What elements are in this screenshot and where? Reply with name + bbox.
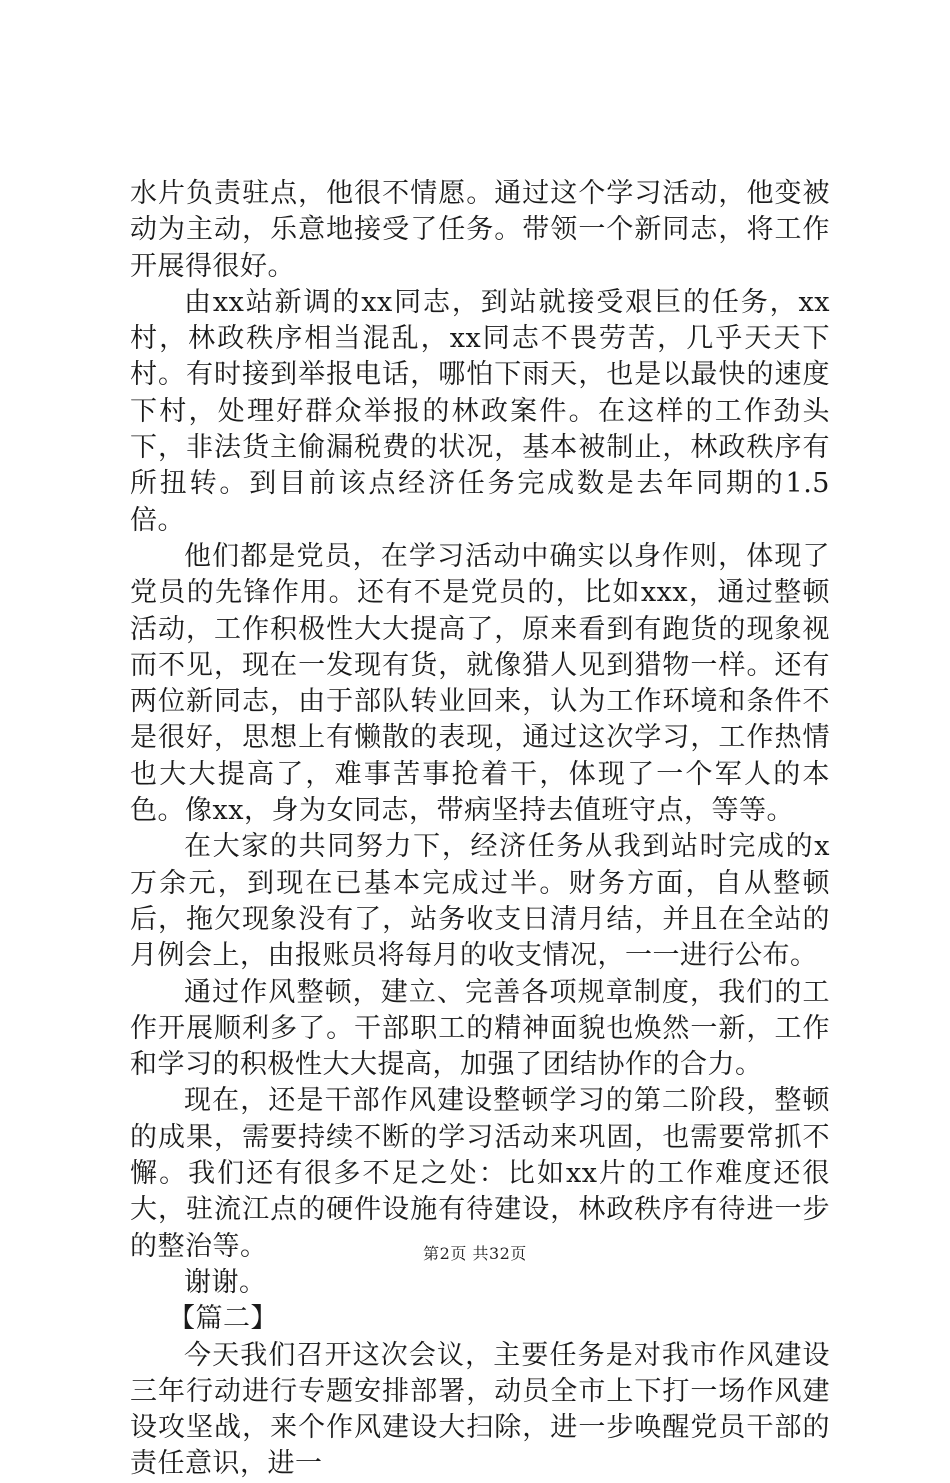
- paragraph-thanks: 谢谢。: [184, 1266, 267, 1298]
- paragraph-5: 通过作风整顿，建立、完善各项规章制度，我们的工作开展顺利多了。干部职工的精神面貌也焕然一新，工作和学习的积极性大大提高，加强了团结协作的合力。: [130, 976, 830, 1081]
- paragraph-4: 在大家的共同努力下，经济任务从我到站时完成的x万余元，到现在已基本完成过半。财务方面，自从整顿后，拖欠现象没有了，站务收支日清月结，并且在全站的月例会上，由报账员将每月的收支情况，一一进行公布。: [130, 831, 830, 972]
- paragraph-2: 由xx站新调的xx同志，到站就接受艰巨的任务，xx村，林政秩序相当混乱，xx同志不畏劳苦，几乎天天下村。有时接到举报电话，哪怕下雨天，也是以最快的速度下村，处理好群众举报的林政案件。在这样的工作劲头下，非法货主偷漏税费的状况，基本被制止，林政秩序有所扭转。到目前该点经济任务完成数是去年同期的1.5倍。: [130, 286, 830, 536]
- paragraph-1: 水片负责驻点，他很不情愿。通过这个学习活动，他变被动为主动，乐意地接受了任务。带领一个新同志，将工作开展得很好。: [130, 178, 830, 282]
- section-heading: 【篇二】: [168, 1303, 278, 1335]
- paragraph-3: 他们都是党员，在学习活动中确实以身作则，体现了党员的先锋作用。还有不是党员的，比如xxx，通过整顿活动，工作积极性大大提高了，原来看到有跑货的现象视而不见，现在一发现有货，就像猎人见到猎物一样。还有两位新同志，由于部队转业回来，认为工作环境和条件不是很好，思想上有懒散的表现，通过这次学习，工作热情也大大提高了，难事苦事抢着干，体现了一个军人的本色。像xx，身为女同志，带病坚持去值班守点，等等。: [130, 540, 830, 827]
- page-number-footer: 第2页 共32页: [423, 1244, 527, 1263]
- paragraph-6: 现在，还是干部作风建设整顿学习的第二阶段，整顿的成果，需要持续不断的学习活动来巩固，也需要常抓不懈。我们还有很多不足之处：比如xx片的工作难度还很大，驻流江点的硬件设施有待建设，林政秩序有待进一步的整治等。: [130, 1085, 830, 1262]
- section-paragraph: 今天我们召开这次会议，主要任务是对我市作风建设三年行动进行专题安排部署，动员全市上下打一场作风建设攻坚战，来个作风建设大扫除，进一步唤醒党员干部的责任意识，进一: [130, 1339, 830, 1480]
- document-body: [130, 176, 830, 1483]
